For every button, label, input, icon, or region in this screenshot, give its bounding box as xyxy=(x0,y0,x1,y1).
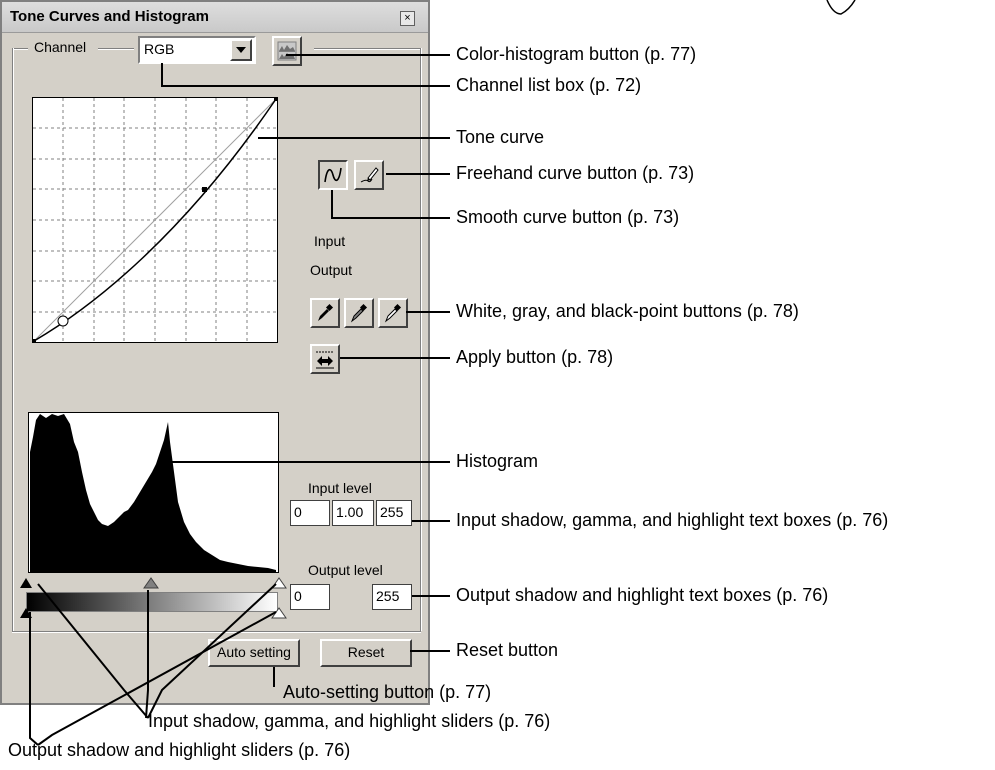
callout-freehand: Freehand curve button (p. 73) xyxy=(456,163,695,183)
callout-histogram: Histogram xyxy=(456,451,539,471)
callout-input-sliders: Input shadow, gamma, and highlight sliders (p. 76) xyxy=(148,711,551,731)
output-value-label: Output xyxy=(310,262,353,278)
channel-value: RGB xyxy=(144,41,175,57)
auto-setting-button[interactable]: Auto setting xyxy=(208,639,300,667)
output-shadow-field[interactable]: 0 xyxy=(290,584,330,610)
input-shadow-field[interactable]: 0 xyxy=(290,500,330,526)
close-icon: × xyxy=(404,12,411,24)
callout-reset: Reset button xyxy=(456,640,559,660)
callout-points: White, gray, and black-point buttons (p. 78) xyxy=(456,301,799,321)
reset-button[interactable]: Reset xyxy=(320,639,412,667)
callout-smooth: Smooth curve button (p. 73) xyxy=(456,207,680,227)
callout-output-boxes: Output shadow and highlight text boxes (p. 76) xyxy=(456,585,829,605)
window-title: Tone Curves and Histogram xyxy=(10,8,209,25)
input-highlight-field[interactable]: 255 xyxy=(376,500,412,526)
callout-auto-setting: Auto-setting button (p. 77) xyxy=(283,682,492,702)
input-gamma-field[interactable]: 1.00 xyxy=(332,500,374,526)
callout-output-sliders: Output shadow and highlight sliders (p. 76) xyxy=(8,740,351,760)
callout-apply: Apply button (p. 78) xyxy=(456,347,614,367)
output-highlight-field[interactable]: 255 xyxy=(372,584,412,610)
channel-label: Channel xyxy=(34,39,87,55)
input-level-label: Input level xyxy=(308,480,372,496)
callout-channel-list: Channel list box (p. 72) xyxy=(456,75,642,95)
callout-input-boxes: Input shadow, gamma, and highlight text boxes (p. 76) xyxy=(456,510,889,530)
callout-color-histogram: Color-histogram button (p. 77) xyxy=(456,44,697,64)
input-value-label: Input xyxy=(314,233,346,249)
callout-tone-curve: Tone curve xyxy=(456,127,545,147)
output-level-label: Output level xyxy=(308,562,383,578)
